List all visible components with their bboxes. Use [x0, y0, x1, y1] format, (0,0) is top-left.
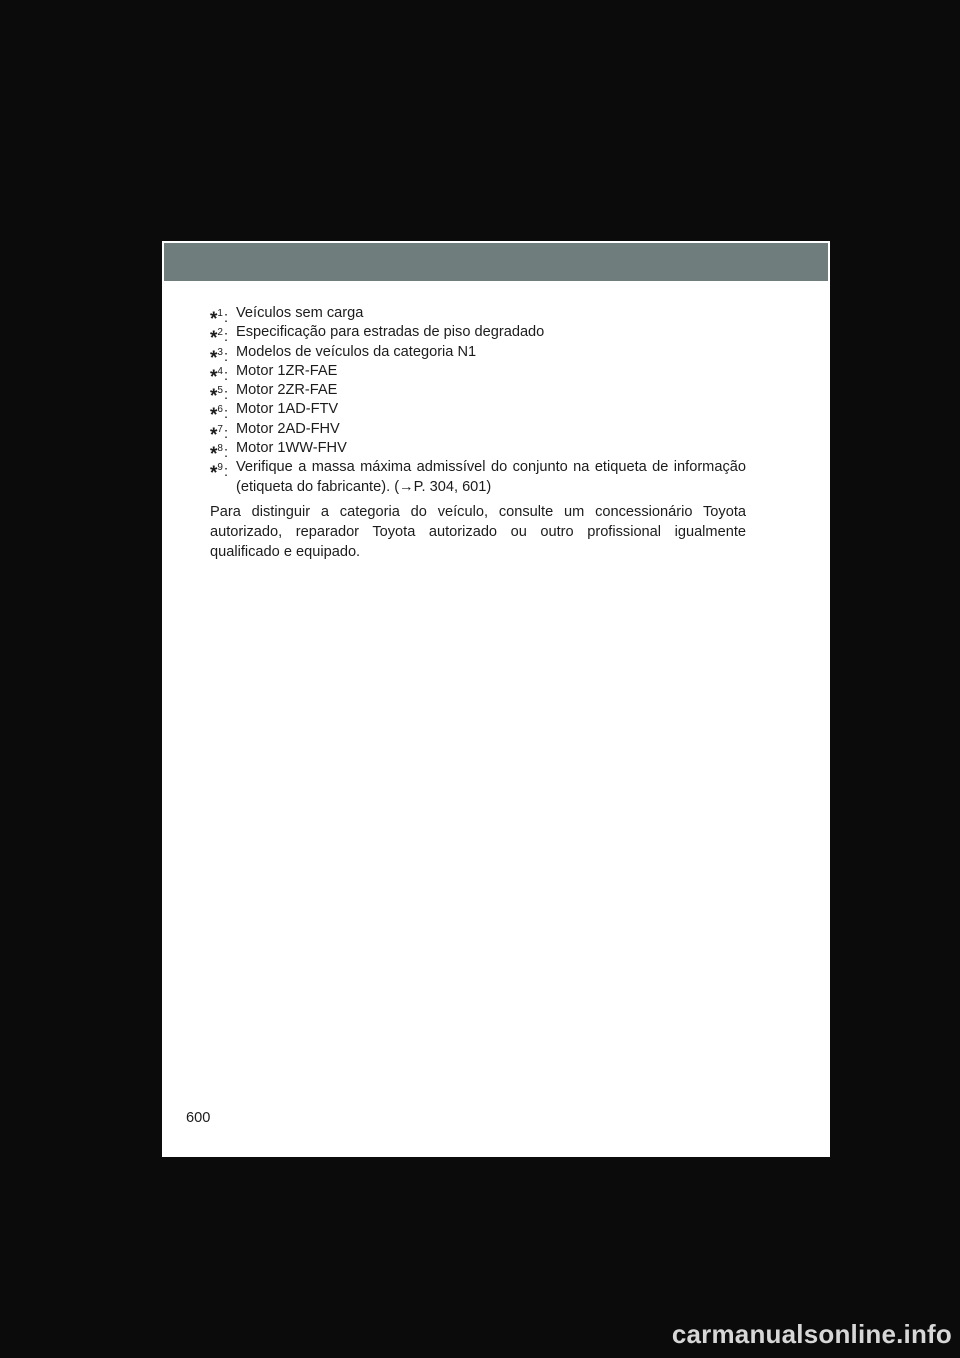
footnote-colon: :	[223, 387, 229, 404]
footnote-item	[210, 439, 746, 466]
footnote-asterisk: *	[210, 424, 218, 446]
page-number: 600	[186, 1110, 211, 1126]
footnote-list	[210, 304, 746, 497]
footnote-colon: :	[223, 367, 229, 384]
footnote-colon: :	[223, 425, 229, 442]
footnote-marker	[210, 458, 229, 485]
footnote-number: 4	[217, 365, 223, 377]
footnote-asterisk: *	[210, 366, 218, 388]
footnote-item	[210, 362, 746, 388]
footnote-item	[210, 323, 746, 350]
header-bar	[164, 243, 828, 281]
footnote-number: 5	[217, 385, 223, 397]
footnote-colon: :	[223, 406, 229, 423]
footnote-number: 2	[217, 327, 223, 339]
footnote-text: Motor 1ZR-FAE	[236, 362, 338, 379]
footnote-colon: :	[223, 445, 229, 462]
footnote-text: Motor 2AD-FHV	[236, 420, 340, 437]
footnote-text: Motor 1WW-FHV	[236, 440, 347, 457]
footnote-text: Especificação para estradas de piso degradado	[236, 324, 545, 341]
footnote-number: 3	[217, 346, 223, 358]
footnote-text: Modelos de veículos da categoria N1	[236, 343, 477, 360]
footnote-item	[210, 343, 746, 369]
footnote-text: Motor 1AD-FTV	[236, 401, 339, 418]
footnote-item	[210, 304, 746, 330]
manual-page	[162, 241, 830, 1157]
footnote-number: 9	[217, 462, 223, 474]
footnote-number: 6	[217, 404, 223, 416]
footnote-colon: :	[223, 464, 229, 481]
footnote-number: 7	[217, 423, 223, 435]
footnote-colon: :	[223, 348, 229, 365]
footnote-colon: :	[223, 329, 229, 346]
footnote-asterisk: *	[210, 405, 218, 427]
footnote-item	[210, 381, 746, 408]
footnote-asterisk: *	[210, 463, 218, 485]
footnote-asterisk: *	[210, 309, 218, 330]
watermark: carmanualsonline.info	[671, 1319, 952, 1349]
footnote-number: 1	[217, 308, 223, 319]
body-paragraph: Para distinguir a categoria do veículo, consulte um concessionário Toyota autorizado, reparador Toyota autorizado ou outro profissional igualmente qualificado e equipado.	[210, 504, 746, 561]
footnote-asterisk: *	[210, 386, 218, 408]
footnote-text: Motor 2ZR-FAE	[236, 382, 338, 399]
footnote-item	[210, 458, 746, 497]
footnote-number: 8	[217, 443, 223, 455]
footnote-text: Veículos sem carga	[236, 305, 364, 321]
footnote-colon: :	[223, 310, 229, 326]
footnote-asterisk: *	[210, 347, 218, 369]
footnote-item	[210, 400, 746, 427]
footnote-asterisk: *	[210, 444, 218, 466]
footnote-item	[210, 420, 746, 446]
footnote-asterisk: *	[210, 328, 218, 350]
footnote-text: Verifique a massa máxima admissível do conjunto na etiqueta de informação (etiqueta do fabricante). (→P. 304, 601)	[236, 459, 746, 495]
